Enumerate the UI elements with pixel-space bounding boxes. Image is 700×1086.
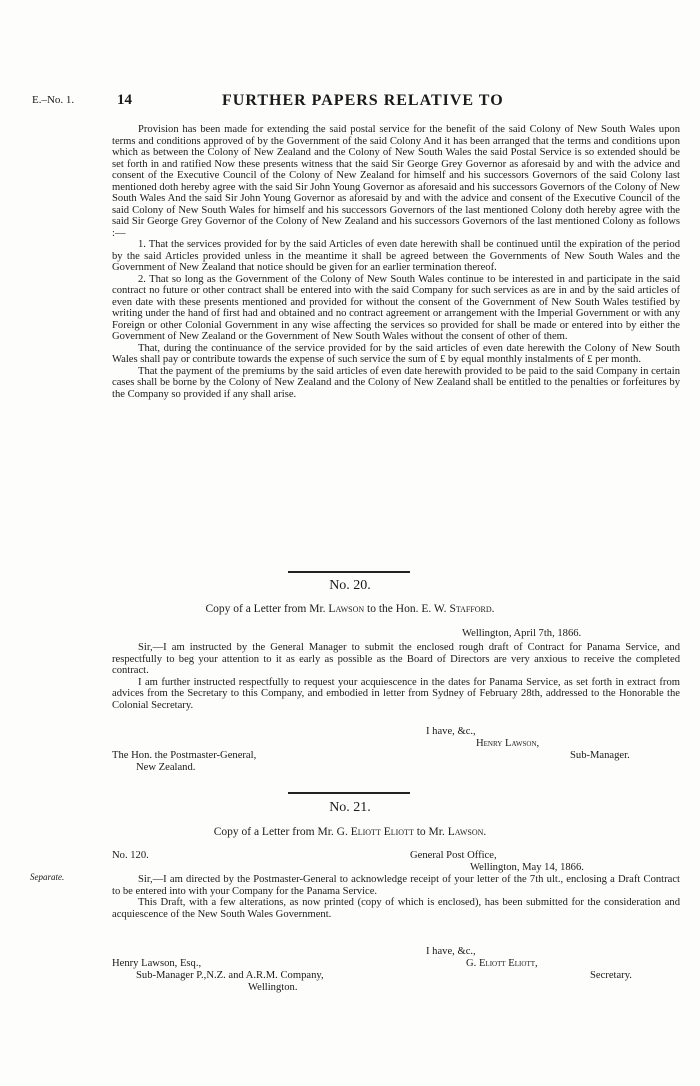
letter-office: General Post Office,: [410, 850, 497, 861]
agreement-paragraph: 2. That so long as the Government of the Colony of New South Wales continue to be interested in and participate in the said contract no future or other contract shall be entered into with the said Company for such services as are in and by the said articles of even date with these presents mentioned and provided for without the consent of the Government of New South Wales testified by writing under the hand of first had and obtained and no contract agreement or arrangement with the Imperial Government or with any Foreign or other Colonial Government in any wise affecting the services so provided for shall be made or entered into by either the Government of New Zealand or the Government of New South Wales without the consent of other of them.: [112, 273, 680, 342]
caption-from: Lawson: [328, 603, 365, 615]
running-title: FURTHER PAPERS RELATIVE TO: [222, 92, 504, 109]
addressee-line: New Zealand.: [136, 762, 196, 773]
letter-closing: I have, &c.,: [426, 726, 476, 737]
letter-body: [112, 642, 680, 711]
letter-paragraph: I am further instructed respectfully to request your acquiescence in the dates for Panama Service, as set forth in extract from advices from the Secretary to this Company, and embodied in letter from Sydney of February 28th, addressed to the Honorable the Colonial Secretary.: [112, 676, 680, 711]
caption-to: Lawson.: [447, 826, 487, 838]
agreement-paragraph: Provision has been made for extending the said postal service for the benefit of the said Colony of New South Wales upon terms and conditions approved of by the Government of the said Colony And it has been arranged that the terms and conditions upon which as between the Colony of New Zealand and the Colony of New South Wales the said Postal Service is so extended should be set forth in and ratified Now these presents witness that the said Sir George Grey Governor as aforesaid by and with the advice and consent of the Executive Council of the Colony of New Zealand for himself and his successors Governors of the said Colony last mentioned doth hereby agree with the said Sir John Young Governor as aforesaid and his successors Governors of the Colony of New South Wales And the said Sir John Young Governor as aforesaid by and with the advice and consent of the Executive Council of the said Colony of New South Wales for himself and his successors Governors of the last mentioned Colony doth hereby agree with the said Sir George Grey Governor of the Colony of New Zealand and his successors Governors of the last mentioned Colony as follows :—: [112, 124, 680, 239]
letter-signature: Henry Lawson,: [476, 738, 540, 749]
section-divider: [288, 792, 410, 794]
document-number: No. 20.: [329, 578, 371, 593]
letter-place-date: Wellington, May 14, 1866.: [470, 862, 584, 873]
addressee-line: The Hon. the Postmaster-General,: [112, 750, 257, 761]
document-reference: E.–No. 1.: [32, 94, 75, 106]
addressee-line: Wellington.: [248, 982, 298, 993]
letter-reference-number: No. 120.: [112, 850, 149, 861]
letter-place-date: Wellington, April 7th, 1866.: [462, 628, 582, 639]
letter-signature: G. Eliott Eliott,: [466, 958, 538, 969]
letter-paragraph: Sir,—I am instructed by the General Manager to submit the enclosed rough draft of Contract for Panama Service, and respectfully to beg your attention to it as early as possible as the Board of Directors are very anxious to receive the completed contract.: [112, 642, 680, 676]
page-header: [0, 92, 700, 112]
signature-title: Sub-Manager.: [570, 750, 630, 761]
letter-caption: [0, 826, 700, 838]
letter-closing: I have, &c.,: [426, 946, 476, 957]
addressee-line: Henry Lawson, Esq.,: [112, 958, 202, 969]
page-number: 14: [117, 92, 132, 108]
caption-prefix: Copy of a Letter from Mr.: [205, 603, 326, 615]
agreement-paragraph: That, during the continuance of the service provided for by the said articles of even date herewith the Colony of New South Wales shall pay or contribute towards the expense of such service the sum of £ by equal monthly instalments of £ per month.: [112, 342, 680, 365]
signature-title: Secretary.: [590, 970, 632, 981]
addressee-line: Sub-Manager P.,N.Z. and A.R.M. Company,: [136, 970, 324, 981]
agreement-text: [112, 124, 680, 400]
margin-note: Separate.: [30, 872, 65, 882]
agreement-paragraph: 1. That the services provided for by the said Articles of even date herewith shall be continued until the expiration of the period by the said Articles provided unless in the meantime it shall be agreed between the Governments of New South Wales and the Government of New Zealand that notice should be given for an earlier termination thereof.: [112, 239, 680, 273]
caption-mid: to Mr.: [416, 826, 445, 838]
caption-from: Eliott Eliott: [350, 826, 414, 838]
section-divider: [288, 571, 410, 573]
agreement-paragraph: That the payment of the premiums by the said articles of even date herewith provided to be paid to the said Company in certain cases shall be borne by the Colony of New Zealand and the Colony of New Zealand shall be entitled to the penalties or forfeitures by the Company so provided if any shall arise.: [112, 365, 680, 400]
caption-to: Stafford: [449, 603, 492, 615]
caption-prefix: Copy of a Letter from Mr. G.: [213, 826, 348, 838]
caption-mid: to the Hon. E. W.: [367, 603, 447, 615]
letter-paragraph: Sir,—I am directed by the Postmaster-General to acknowledge receipt of your letter of the 7th ult., enclosing a Draft Contract to be entered into with your Company for the Panama Service.: [112, 874, 680, 897]
letter-body: [112, 874, 680, 920]
document-number: No. 21.: [329, 800, 371, 815]
letter-caption: Copy of a Letter from Mr. Lawson to the Hon. E. W. Stafford.: [205, 603, 495, 615]
letter-paragraph: This Draft, with a few alterations, as now printed (copy of which is enclosed), has been submitted for the consideration and acquiescence of the New South Wales Government.: [112, 897, 680, 920]
